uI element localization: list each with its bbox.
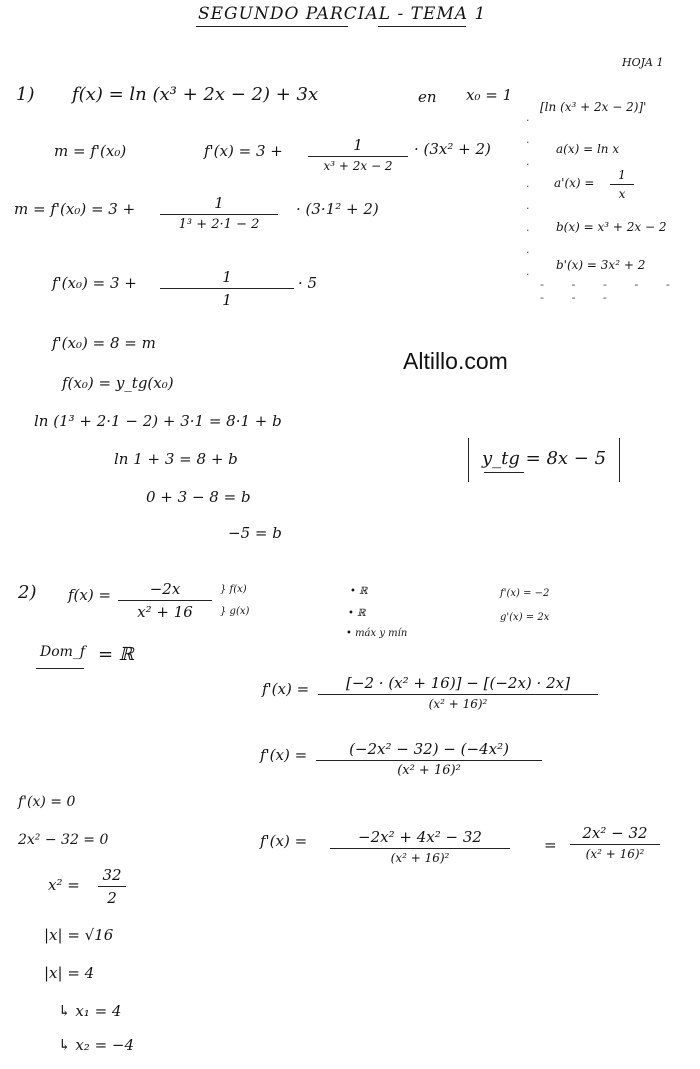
slope-definition: m = f'(x₀) bbox=[54, 142, 127, 160]
domain-label: Dom_f bbox=[40, 644, 86, 660]
side-f-prime: f'(x) = −2 bbox=[500, 588, 550, 599]
side-dotted-bottom: - - - - - - - - bbox=[540, 278, 682, 304]
slope-simplified-fraction bbox=[160, 268, 294, 309]
side-g-prime: g'(x) = 2x bbox=[500, 612, 550, 623]
quotient-step-1-lead: f'(x) = bbox=[262, 680, 310, 698]
critical-abs-value: |x| = 4 bbox=[44, 964, 95, 982]
tangent-condition: f(x₀) = y_tg(x₀) bbox=[62, 374, 174, 392]
side-b: b(x) = x³ + 2x − 2 bbox=[556, 220, 667, 234]
quotient-step-2-num: (−2x² − 32) − (−4x²) bbox=[349, 740, 509, 758]
quotient-step-1-den: (x² + 16)² bbox=[428, 697, 488, 711]
problem-2-function-lead: f(x) = bbox=[68, 586, 112, 604]
quotient-step-2-lead: f'(x) = bbox=[260, 746, 308, 764]
derivative-tail: · (3x² + 2) bbox=[414, 140, 491, 158]
problem-1-function: f(x) = ln (x³ + 2x − 2) + 3x bbox=[72, 84, 319, 105]
side-b-prime: b'(x) = 3x² + 2 bbox=[556, 258, 646, 272]
critical-x-squared-den: 2 bbox=[107, 889, 117, 907]
tangent-substitution-2: ln 1 + 3 = 8 + b bbox=[114, 450, 238, 468]
slope-substitution-tail: · (3·1² + 2) bbox=[296, 200, 379, 218]
quotient-step-3-fraction bbox=[330, 828, 510, 865]
tangent-substitution-1: ln (1³ + 2·1 − 2) + 3·1 = 8·1 + b bbox=[34, 412, 282, 430]
tangent-substitution-4: −5 = b bbox=[228, 524, 282, 542]
side-a-prime-num: 1 bbox=[618, 168, 626, 182]
side-a: a(x) = ln x bbox=[556, 142, 620, 156]
problem-2-function-fraction bbox=[118, 580, 212, 621]
critical-x-squared-num: 32 bbox=[102, 866, 122, 884]
problem-2-note-den: } g(x) bbox=[220, 606, 250, 617]
slope-substitution-den: 1³ + 2·1 − 2 bbox=[178, 217, 260, 232]
answer-underline bbox=[484, 472, 524, 473]
problem-2-number: 2) bbox=[18, 582, 37, 603]
slope-substitution-num: 1 bbox=[214, 194, 224, 212]
critical-root-2: ↳ x₂ = −4 bbox=[58, 1036, 135, 1054]
critical-x-squared-fraction bbox=[98, 866, 126, 907]
problem-2-function-den: x² + 16 bbox=[137, 603, 193, 621]
slope-substitution-lead: m = f'(x₀) = 3 + bbox=[14, 200, 136, 218]
quotient-step-3-result-den: (x² + 16)² bbox=[585, 847, 645, 861]
quotient-step-3-lead: f'(x) = bbox=[260, 832, 308, 850]
problem-1-en: en bbox=[418, 88, 437, 106]
problem-1-number: 1) bbox=[16, 84, 35, 105]
quotient-step-3-den: (x² + 16)² bbox=[390, 851, 450, 865]
quotient-step-3-result-num: 2x² − 32 bbox=[582, 824, 648, 842]
critical-x-squared-lead: x² = bbox=[48, 876, 80, 894]
critical-condition: f'(x) = 0 bbox=[18, 794, 76, 810]
watermark: Altillo.com bbox=[403, 348, 508, 374]
quotient-step-1-fraction bbox=[318, 674, 598, 711]
quotient-step-3-result bbox=[570, 824, 660, 861]
quotient-step-3-equals: = bbox=[544, 836, 557, 854]
slope-simplified-den: 1 bbox=[222, 291, 232, 309]
page-title: SEGUNDO PARCIAL - TEMA 1 bbox=[198, 4, 487, 24]
critical-root-1: ↳ x₁ = 4 bbox=[58, 1002, 122, 1020]
tangent-line-answer: y_tg = 8x − 5 bbox=[482, 448, 607, 469]
quotient-step-2-fraction bbox=[316, 740, 542, 778]
domain-underline bbox=[36, 668, 84, 669]
bullet-2: • ℝ bbox=[348, 608, 366, 619]
title-underline bbox=[196, 26, 348, 27]
side-a-prime-den: x bbox=[618, 187, 626, 201]
slope-result: f'(x₀) = 8 = m bbox=[52, 334, 156, 352]
side-a-prime-lead: a'(x) = bbox=[554, 176, 595, 190]
side-header: [ln (x³ + 2x − 2)]' bbox=[540, 100, 647, 114]
quotient-step-3-num: −2x² + 4x² − 32 bbox=[358, 828, 482, 846]
bullet-1: • ℝ bbox=[350, 586, 368, 597]
problem-2-note-num: } f(x) bbox=[220, 584, 247, 595]
slope-substitution-fraction bbox=[160, 194, 278, 232]
derivative-den: x³ + 2x − 2 bbox=[323, 159, 393, 173]
slope-simplified-lead: f'(x₀) = 3 + bbox=[52, 274, 137, 292]
problem-2-function-num: −2x bbox=[149, 580, 181, 598]
problem-1-x0: x₀ = 1 bbox=[466, 86, 513, 104]
domain-value: = ℝ bbox=[98, 644, 134, 665]
derivative-lead: f'(x) = 3 + bbox=[204, 142, 283, 160]
derivative-num: 1 bbox=[353, 136, 363, 154]
tangent-substitution-3: 0 + 3 − 8 = b bbox=[146, 488, 251, 506]
quotient-step-1-num: [−2 · (x² + 16)] − [(−2x) · 2x] bbox=[346, 674, 570, 692]
critical-equation: 2x² − 32 = 0 bbox=[18, 832, 109, 848]
critical-abs-sqrt: |x| = √16 bbox=[44, 926, 114, 944]
quotient-step-2-den: (x² + 16)² bbox=[397, 763, 461, 778]
slope-simplified-tail: · 5 bbox=[298, 274, 318, 292]
title-underline-2 bbox=[378, 26, 466, 27]
derivative-fraction bbox=[308, 136, 408, 173]
sheet-number: HOJA 1 bbox=[622, 56, 664, 69]
slope-simplified-num: 1 bbox=[222, 268, 232, 286]
side-dotted-border: · · · · · · · · bbox=[526, 114, 530, 281]
side-a-prime-fraction bbox=[610, 168, 634, 201]
bullet-3: • máx y mín bbox=[346, 628, 408, 639]
